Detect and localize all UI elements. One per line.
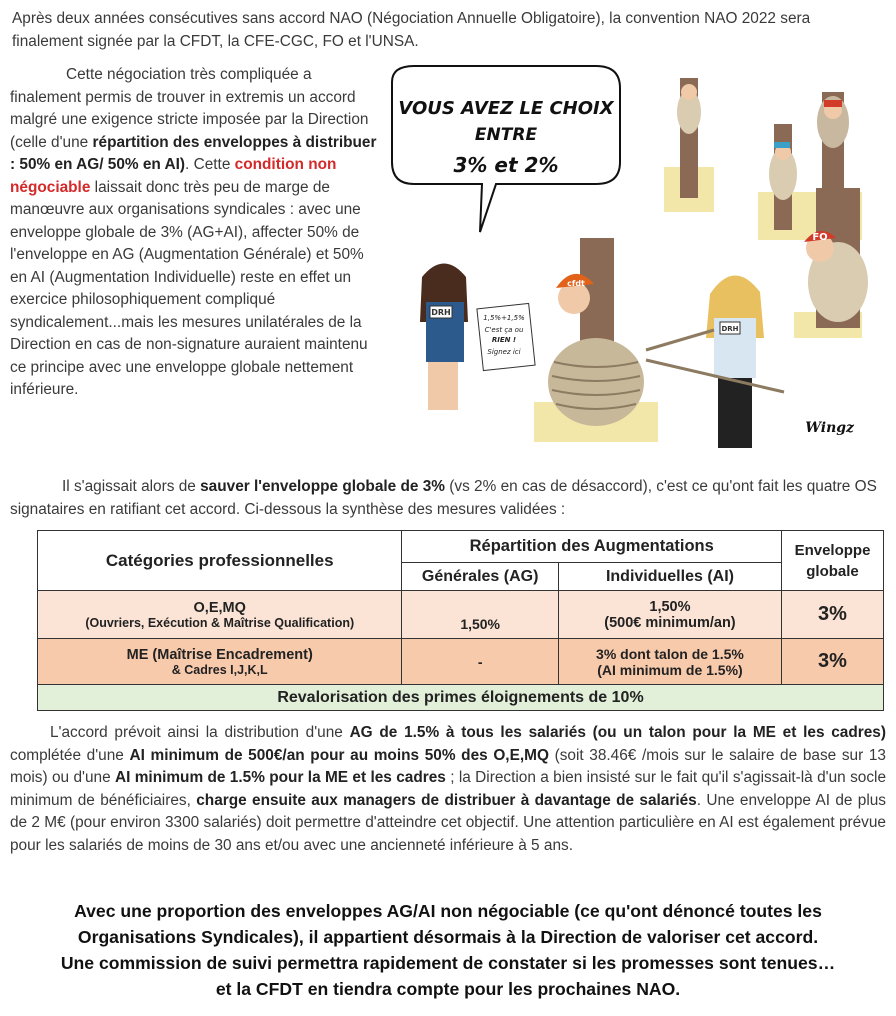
row1-cat-sub: (Ouvriers, Exécution & Maîtrise Qualification) [85,615,355,630]
header-repartition: Répartition des Augmentations [402,531,782,563]
revalorisation-row: Revalorisation des primes éloignements de 10% [38,685,884,711]
text-segment: Cette négociation très compliquée a finalement permis de trouver in extremis un accord malgré une exigence stricte imposée par la Direction (celle d'une [10,66,369,151]
paper-line-4: Signez ici [487,348,521,356]
row1-category [38,591,402,639]
bubble-line-1: VOUS AVEZ LE CHOIX [398,98,614,119]
row2-ai-value: 3% dont talon de 1.5% [596,645,744,662]
header-ag: Générales (AG) [402,563,558,591]
bubble-line-2: ENTRE [474,125,538,145]
left-column-paragraph [10,64,378,402]
intro-paragraph [12,8,884,53]
text-segment: ; la Direction a bien insisté sur le fait qu'il s'agissait-là d'un socle minimum de bénéficiaires, [10,769,886,809]
measures-table [37,530,884,711]
details-paragraph [10,722,886,857]
drh-badge-label: DRH [431,308,451,317]
row1-enveloppe: 3% [782,591,884,639]
text-segment: Il s'agissait alors de [62,478,201,495]
paper-line-2: C'est ça ou [484,326,524,334]
cfdt-hat-label: cfdt [567,279,585,288]
table-row [38,685,884,711]
conclusion-line-2: Organisations Syndicales), il appartient désormais à la Direction de valoriser cet accord. [77,927,819,947]
bold-segment: sauver l'enveloppe globale de 3% [200,478,445,495]
bold-segment: répartition des enveloppes à distribuer : 50% en AG/ 50% en AI) [10,133,377,173]
row2-ai-note: (AI minimum de 1.5%) [597,661,743,678]
text-segment: . Une enveloppe AI de plus de 2 M€ (pour environ 3300 salariés) doit permettre d'atteindre cet objectif. Une attention particulière en AI est également prévue pour les salariés de moins de 30 ans et/ou avec une ancienneté inférieure à 5 ans. [10,791,887,854]
row1-ai-note: (500€ minimum/an) [604,614,736,631]
artist-signature: Wingz [805,420,854,436]
row2-enveloppe: 3% [782,639,884,685]
row1-ai-value: 1,50% [649,598,691,615]
row2-category [38,639,402,685]
text-segment: L'accord prévoit ainsi la distribution d'une [50,724,350,741]
text-segment: laissait donc très peu de marge de manœuvre aux organisations syndicales : avec une enveloppe globale de 3% (AG+AI), affecter 50% de l'enveloppe en AG (Augmentation Générale) et 50% en AI (Augmentation Individuelle) reste en effet un exercice philosophiquement compliqué syndicalement...mais les mesures unilatérales de la Direction en cas de non-signature auraient maintenu ce principe avec une enveloppe globale nettement inférieure. [10,178,368,398]
row2-ag: - [402,639,558,685]
row1-ai [558,591,781,639]
table-row [38,639,884,685]
text-segment: complétée d'une [10,746,130,764]
cartoon-illustration [384,62,888,472]
header-ai: Individuelles (AI) [558,563,781,591]
row1-cat-title: O,E,MQ [193,599,246,616]
fo-hat-label: FO [812,232,828,243]
bubble-line-3: 3% et 2% [453,153,559,177]
conclusion-line-1: Avec une proportion des enveloppes AG/AI non négociable (ce qu'ont dénoncé toutes les [74,901,822,921]
paper-line-1: 1,5%+1,5% [483,314,525,322]
red-emphasis: condition non négociable [10,156,337,196]
intro-text: Après deux années consécutives sans accord NAO (Négociation Annuelle Obligatoire), la convention NAO 2022 sera finalement signée par la CFDT, la CFE-CGC, FO et l'UNSA. [12,10,811,50]
bold-segment: charge ensuite aux managers de distribuer à davantage de salariés [196,791,697,809]
header-categories: Catégories professionnelles [38,531,402,591]
bold-segment: AG de 1.5% à tous les salariés (ou un talon pour la ME et les cadres) [349,724,886,741]
bold-segment: AI minimum de 1.5% pour la ME et les cadres [114,769,446,786]
conclusion-line-4: et la CFDT en tiendra compte pour les prochaines NAO. [215,979,681,999]
conclusion-line-3: Une commission de suivi permettra rapidement de constater si les promesses sont tenues… [60,953,836,973]
signing-paper [477,303,535,370]
conclusion [10,898,886,1002]
row2-ai [558,639,781,685]
paper-line-3: RIEN ! [491,336,517,344]
header-enveloppe: Enveloppe globale [782,531,884,591]
bold-segment: AI minimum de 500€/an pour au moins 50% des O,E,MQ [129,746,549,764]
text-segment: (vs 2% en cas de désaccord), c'est ce qu'ont fait les quatre OS signataires en ratifiant cet accord. Ci-dessous la synthèse des mesures validées : [10,478,877,518]
table-row [38,591,884,639]
text-segment: . Cette [185,156,235,173]
row2-cat-sub: & Cadres I,J,K,L [171,662,268,677]
row2-cat-title: ME (Maîtrise Encadrement) [126,646,313,663]
row1-ag: 1,50% [402,591,558,639]
drh-badge-label-right: DRH [721,325,739,333]
middle-paragraph [10,476,886,521]
text-segment: (soit 38.46€ /mois sur le salaire de base sur 13 mois) ou d'une [10,746,886,786]
